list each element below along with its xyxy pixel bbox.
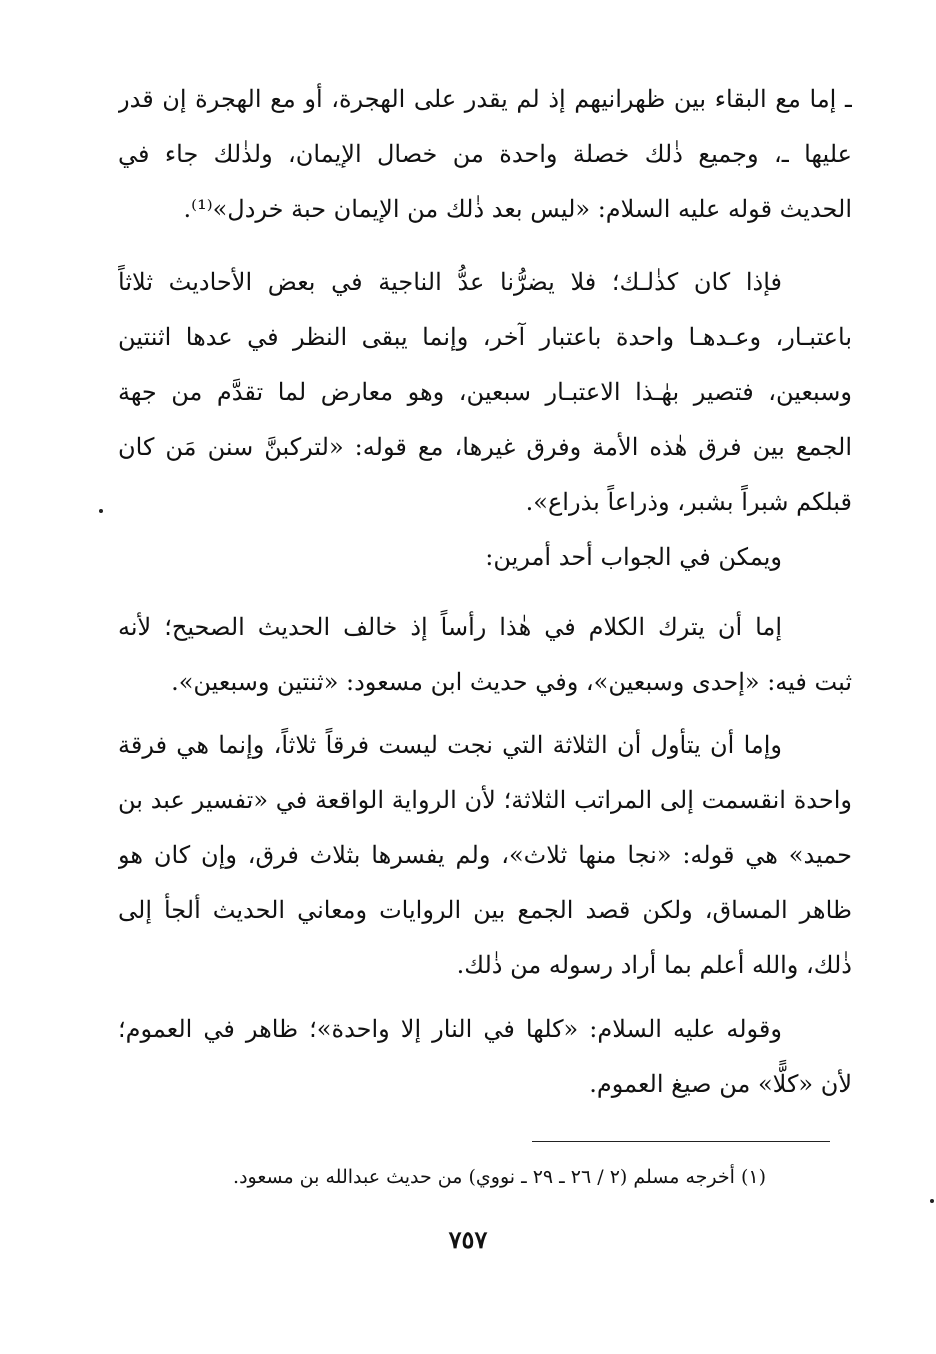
text-line: ويمكن في الجواب أحد أمرين:: [485, 543, 782, 571]
text-line: فإذا كان كذٰلـك؛ فلا يضرُّنا عدُّ الناجية في بعض الأحاديث ثلاثاً: [118, 268, 782, 296]
footnote-separator: [532, 1141, 830, 1142]
text-line: حميد» هي قوله: «نجا منها ثلاث»، ولم يفسرها بثلاث فرق، وإن كان هو: [118, 841, 852, 869]
text-line: قبلكم شبراً بشبر، وذراعاً بذراع».: [525, 488, 852, 516]
paragraph-5: [118, 718, 852, 993]
text-line: ثبت فيه: «إحدى وسبعين»، وفي حديث ابن مسعود: «ثنتين وسبعين».: [171, 668, 852, 696]
text-line: وإما أن يتأول أن الثلاثة التي نجت ليست فرقاً ثلاثاً، وإنما هي فرقة: [118, 731, 782, 759]
text-line: وقوله عليه السلام: «كلها في النار إلا واحدة»؛ ظاهر في العموم؛: [118, 1015, 782, 1043]
text-line: عليها ـ، وجميع ذٰلك خصلة واحدة من خصال الإيمان، ولذٰلك جاء في: [118, 140, 852, 168]
text-line: الجمع بين فرق هٰذه الأمة وفرق غيرها، مع قوله: «لتركبنَّ سنن مَن كان: [118, 433, 852, 461]
text-line: واحدة انقسمت إلى المراتب الثلاثة؛ لأن الرواية الواقعة في «تفسير عبد بن: [118, 786, 852, 814]
text-line: لأن «كلًّا» من صيغ العموم.: [589, 1070, 852, 1098]
text-line: ظاهر المساق، ولكن قصد الجمع بين الروايات ومعاني الحديث ألجأ إلى: [118, 896, 852, 924]
paragraph-3: [118, 530, 852, 585]
paragraph-6: [118, 1002, 852, 1112]
text-line: ـ إما مع البقاء بين ظهرانيهم إذ لم يقدر على الهجرة، أو مع الهجرة إن قدر: [118, 85, 852, 113]
page-number: ٧٥٧: [448, 1225, 488, 1254]
text-line: وسبعين، فتصير بهٰـذا الاعتبـار سبعين، وهو معارض لما تقدَّم من جهة: [118, 378, 852, 406]
text-line: إما أن يترك الكلام في هٰذا رأساً إذ خالف الحديث الصحيح؛ لأنه: [118, 613, 783, 641]
text-line: باعتبـار، وعـدهـا واحدة باعتبار آخر، وإنما يبقى النظر في عدها اثنتين: [118, 323, 852, 351]
text-line: ذٰلك، والله أعلم بما أراد رسوله من ذٰلك.: [456, 951, 852, 979]
paragraph-1: [118, 72, 852, 237]
scan-speck: [930, 1199, 934, 1203]
paragraph-2: [118, 255, 852, 530]
text-line: الحديث قوله عليه السلام: «ليس بعد ذٰلك من الإيمان حبة خردل»⁽¹⁾.: [183, 195, 852, 223]
paragraph-4: [118, 600, 852, 710]
scan-speck: [99, 509, 103, 513]
footnote: (١) أخرجه مسلم (٢ / ٢٦ ـ ٢٩ ـ نووي) من حديث عبدالله بن مسعود.: [233, 1166, 766, 1188]
